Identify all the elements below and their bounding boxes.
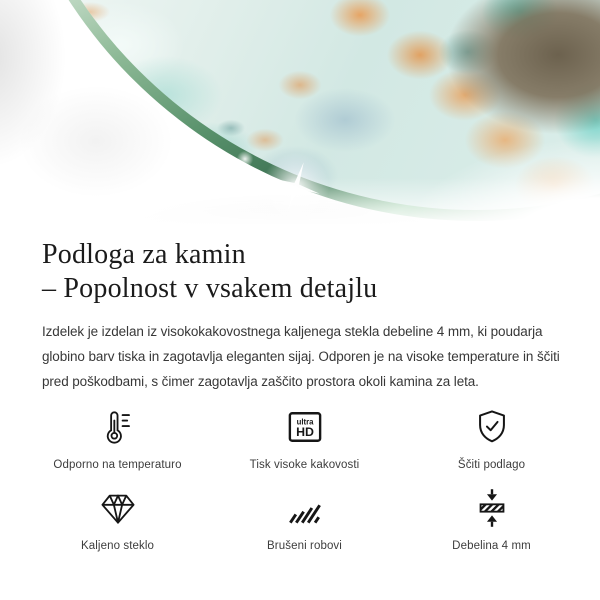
product-description: Izdelek je izdelan iz visokokakovostnega kaljenega stekla debeline 4 mm, ki poudarja globino barv tiska in zagotavlja eleganten sijaj. Odporen je na visoke temperature in ščiti pred poškodbami, s čimer zagotavlja zaščito prostora okoli kamina za leta. — [42, 324, 560, 389]
feature-thickness — [398, 485, 585, 552]
feature-label: Ščiti podlago — [457, 459, 526, 471]
brushed-edges-icon — [282, 485, 328, 531]
feature-label: Tisk visoke kakovosti — [249, 459, 360, 471]
small-sparkle — [236, 150, 254, 168]
feature-label: Brušeni robovi — [267, 540, 342, 552]
feature-grid — [24, 404, 585, 552]
feature-print-quality — [211, 404, 398, 471]
thermometer-icon — [95, 404, 141, 450]
ultra-hd-icon — [282, 404, 328, 450]
hd-label: HD — [295, 425, 314, 440]
thickness-icon — [469, 485, 515, 531]
feature-tempered-glass — [24, 485, 211, 552]
diamond-icon — [95, 485, 141, 531]
feature-polished-edges — [211, 485, 398, 552]
product-hero-image — [0, 0, 600, 228]
title-line-2: – Popolnost v vsakem detajlu — [42, 273, 378, 304]
feature-label: Debelina 4 mm — [452, 540, 531, 552]
ultra-label: ultra — [296, 417, 313, 427]
feature-label: Kaljeno steklo — [81, 540, 154, 552]
feature-temperature-resistant — [24, 404, 211, 471]
feature-protects-surface — [398, 404, 585, 471]
shield-check-icon — [469, 404, 515, 450]
title-line-1: Podloga za kamin — [42, 239, 246, 270]
page-title — [42, 238, 570, 306]
sparkle-flare-icon — [270, 160, 322, 212]
feature-label: Odporno na temperaturo — [53, 459, 182, 471]
